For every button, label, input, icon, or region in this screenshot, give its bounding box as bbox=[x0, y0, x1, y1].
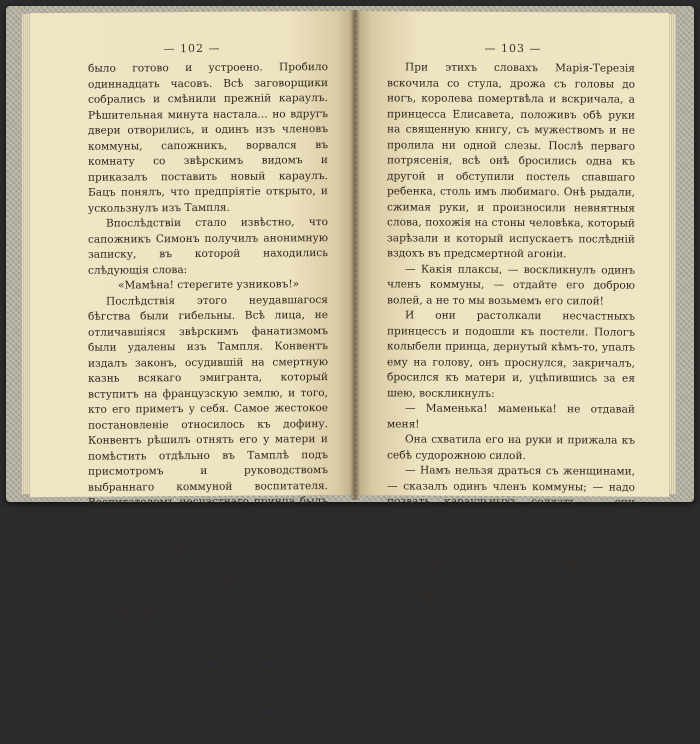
paragraph: — Не дѣлайте этого, — сказала твердо принцесса Елисавета. — На вашей сторонѣ сила, мы не можемъ ей противиться, но дайте намъ хоть опомниться. Оставьте намъ дитя только на эту ночь, а завтра мы вамъ его отдадимъ его. bbox=[387, 526, 635, 617]
book-gutter bbox=[350, 10, 360, 500]
paragraph: — Мы не намѣрены давать тебѣ отчетовъ, — сказали bbox=[387, 665, 635, 694]
paragraph: И они растолкали несчастныхъ принцессъ и подошли къ постели. Пологъ колыбели принца, дернутый кѣмъ-то, упалъ ему на голову, онъ проснулся, закричалъ, бросился къ матери и, уцѣпившись за ея шею, воскликнулъ: bbox=[387, 309, 635, 400]
paragraph: При этихъ словахъ Марія-Терезія вскочила со стула, дрожа съ головы до ногъ, королева помертвѣла и вскричала, а принцесса Елисавета, положивъ обѣ руки на священную книгу, съ мужествомъ и не пролила ни одной слезы. Послѣ перваго потрясенія, всѣ онѣ бросились одна къ другой и обступили постель спавшаго ребенка, столь имъ любимаго. Онѣ рыдали, сжимая руки, и произносили невнятныя слова, похожія на стоны человѣка, который зарѣзали и который испускаетъ послѣдній вздохъ въ предсмертной агоніи. bbox=[387, 61, 635, 261]
left-page-text bbox=[30, 60, 354, 744]
page-edges-left bbox=[22, 14, 30, 494]
left-page bbox=[30, 11, 354, 742]
right-page bbox=[357, 11, 669, 694]
quote: «Мамѣна! стерегите узниковъ!» bbox=[118, 278, 300, 292]
page-edges-right bbox=[668, 14, 676, 494]
paragraph: Она схватила его на руки и прижала къ себѣ судорожною силой. bbox=[387, 433, 635, 462]
page-number-left: — 102 — bbox=[163, 41, 221, 56]
paragraph: — Мы пришли объявить вамъ, — сказалъ одинъ изъ нихъ, — что члены совѣта постановили разлучить сына Капета съ семействомъ. bbox=[88, 681, 328, 742]
paragraph: — Маменька! маменька! не отдавай меня! bbox=[387, 402, 635, 431]
paragraph: Впослѣдствіи стало извѣстно, что сапожникъ Симонъ получилъ анонимную записку, въ которой находились слѣдующія слова: bbox=[88, 216, 328, 277]
paragraph: Послѣдствія этого неудавшагося бѣгства были гибельны. Всѣ лица, не отличавшіяся звѣрскимъ фанатизмомъ были удалены изъ Тампля. Конвентъ издалъ законъ, осудившій на смертную казнь всякаго эмигранта, который вступитъ на французскую землю, и того, кто его приметъ у себя. Самое жестокое постановленіе относилось къ дофину. Конвентъ рѣшилъ отнять его у матери и помѣстить отдѣльно въ Тамплѣ подъ присмотромъ и руководствомъ выбраннаго коммуной воспитателя. Воспитателемъ несчастнаго принца былъ выбранъ сапожникъ Симонъ. bbox=[88, 293, 328, 525]
paragraph: было готово и устроено. Пробило одиннадцать часовъ. Всѣ заговорщики собрались и смѣнили прежній караулъ. Рѣшительная минута настала... но вдругъ двери отворились, и одинъ изъ членовъ коммуны, сапожникъ, ворвался въ комнату со звѣрскимъ видомъ и приказалъ поставить новый караулъ. Бацъ понялъ, что предпріятіе открыто, и ускользнулъ изъ Тампля. bbox=[88, 61, 328, 215]
paragraph: Однажды вечеромъ королева и принцесса Елисавета штопали свои платья, а Марія-Терезія, которой тогда только что минуло двѣнадцать лѣтъ, читала вслухъ книгу духовнаго содержанія. Внезапно въ этотъ поздній часъ послышался шумъ шаговъ, загремѣли замки, и шесть членовъ муниципальнаго совѣта появились въ дверяхъ. bbox=[88, 526, 328, 680]
paragraph: — Какія плаксы, — воскликнулъ одинъ членъ коммуны, — отдайте его доброю волей, а не то мы возьмемъ его силой! bbox=[387, 262, 635, 307]
page-number-right: — 103 — bbox=[484, 41, 542, 56]
right-page-text bbox=[357, 60, 669, 697]
paragraph: — Намъ нельзя драться съ женщинами, — сказалъ одинъ членъ коммуны; — надо позвать караульныхъ солдатъ — они справятся съ ними. bbox=[387, 464, 635, 524]
paragraph: — Обѣщайте, — воскликнула королева, — что вы намъ позволите видѣться съ сыномъ! bbox=[387, 619, 635, 663]
